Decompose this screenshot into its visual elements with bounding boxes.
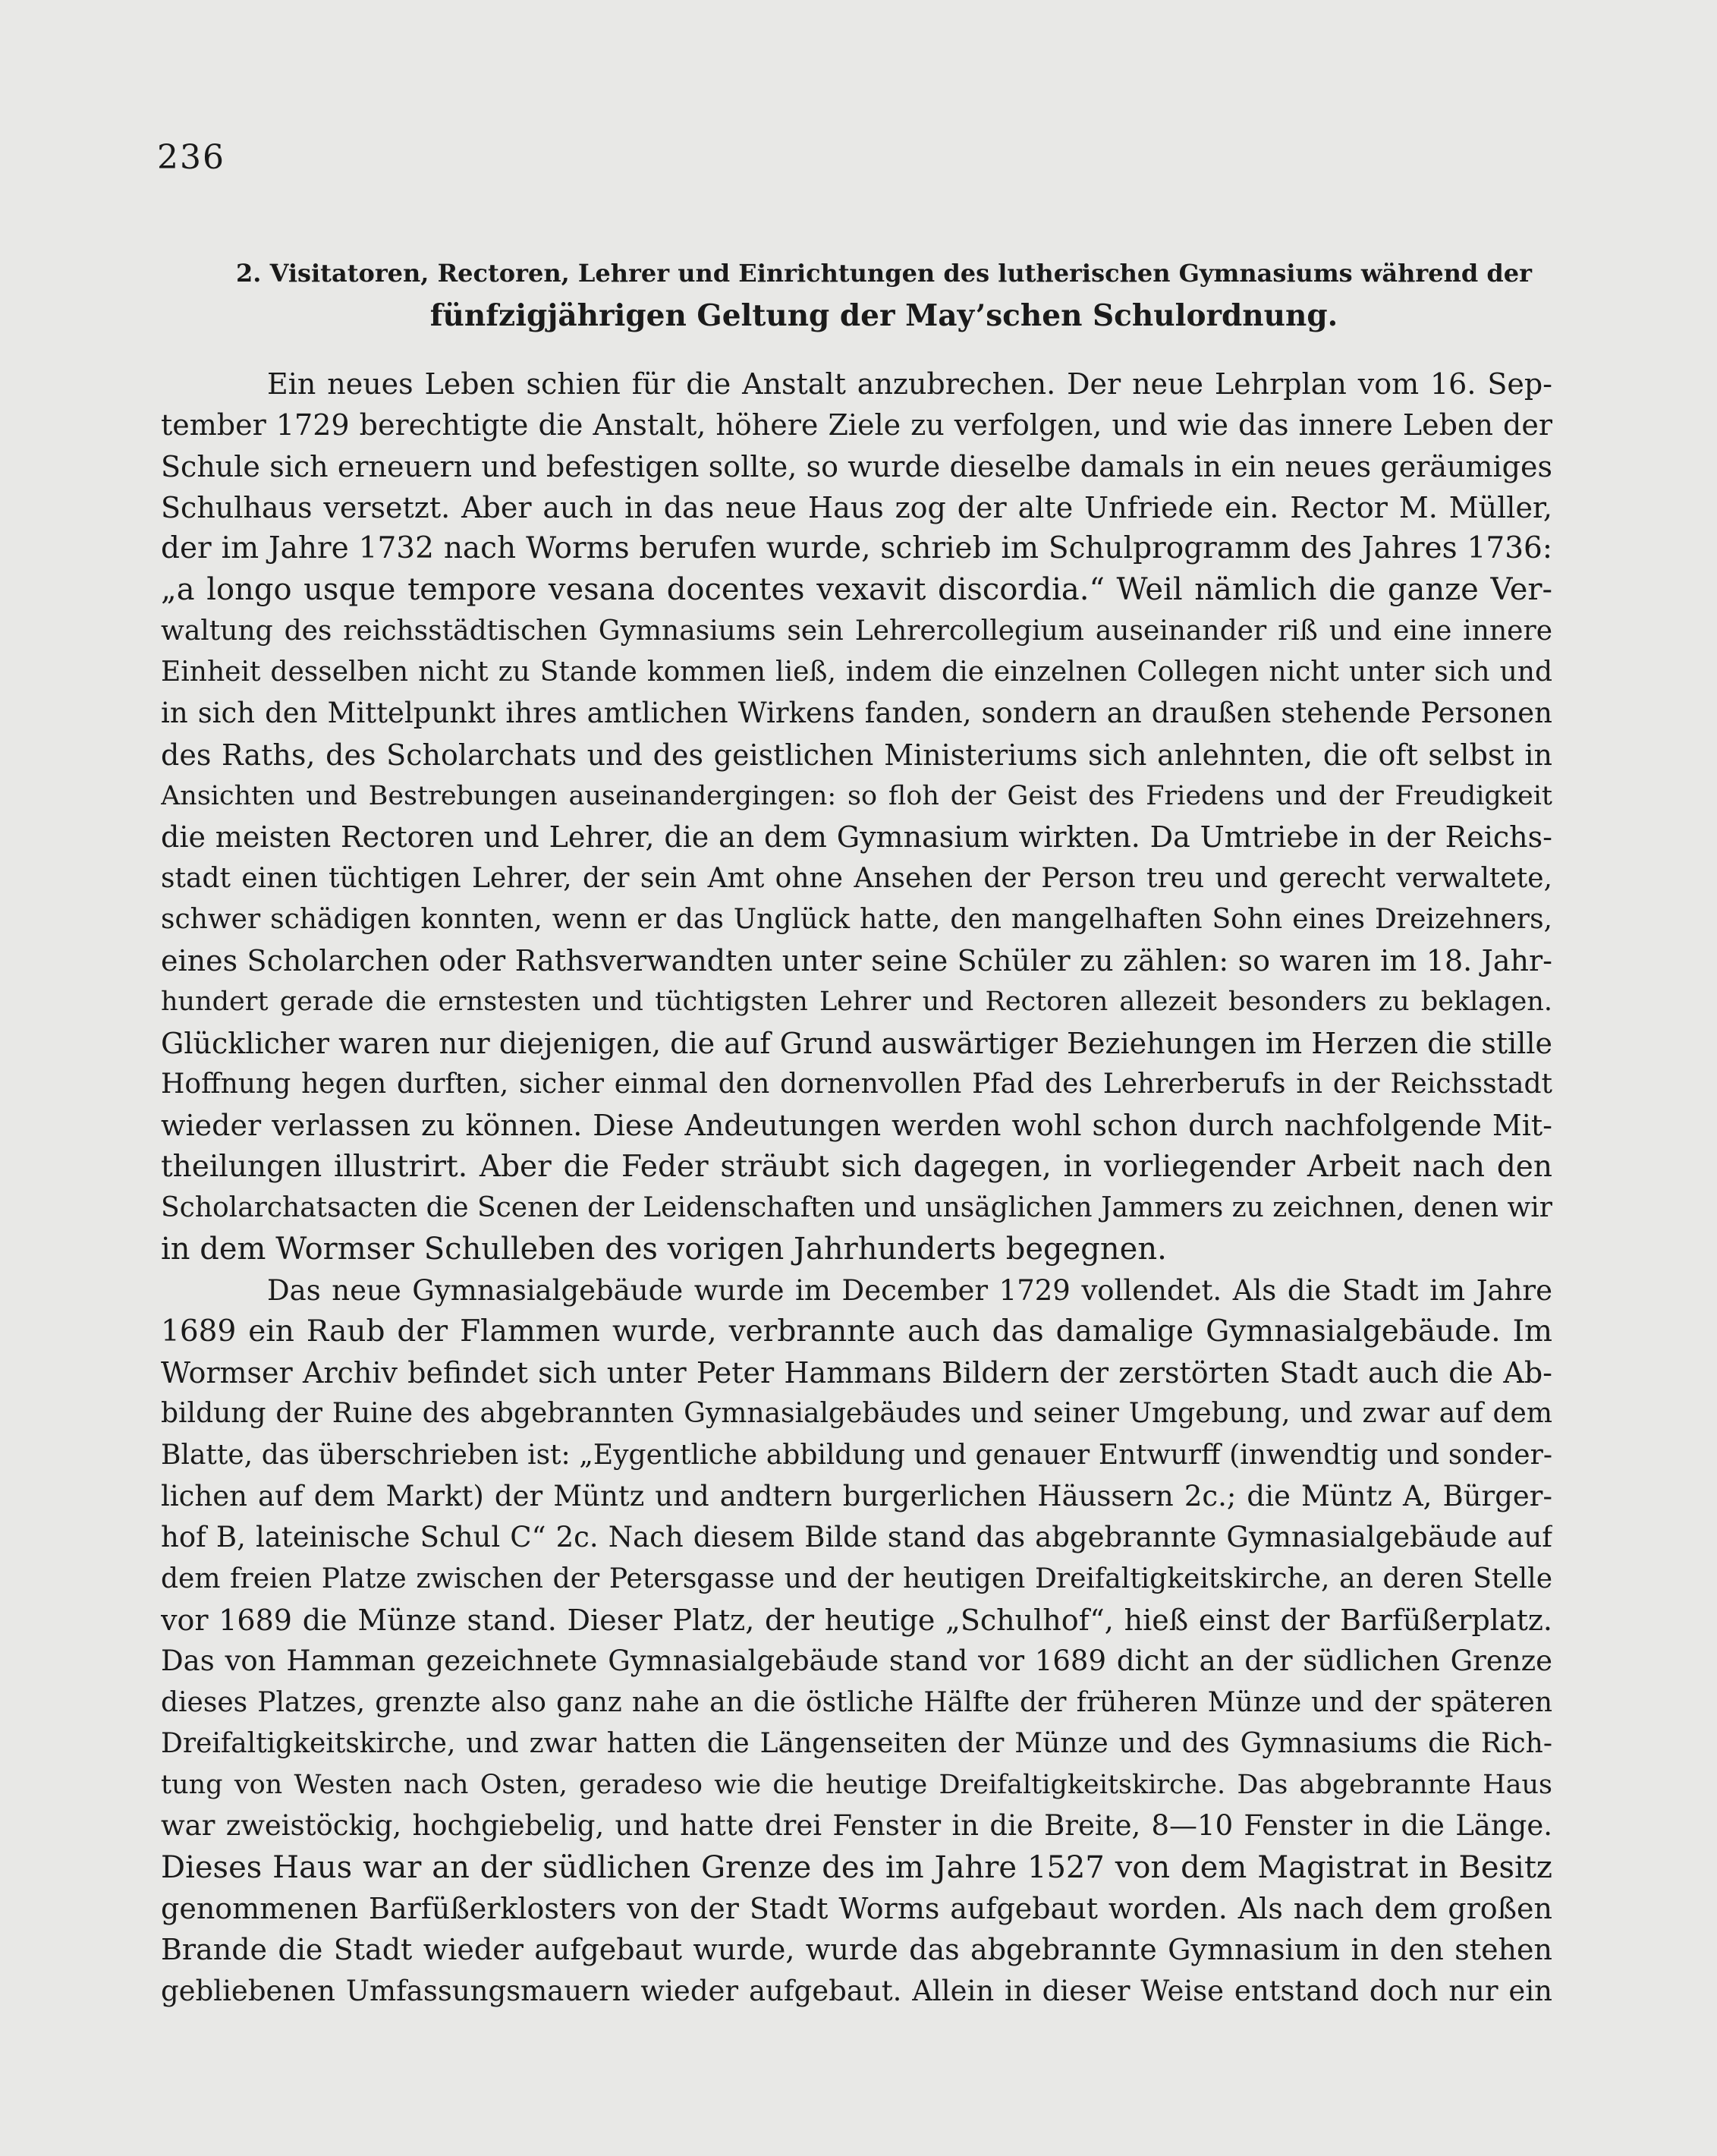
text-line: Dreifaltigkeitskirche, und zwar hatten die Längenseiten der Münze und des Gymnasiums die Rich- [161,1727,1552,1759]
text-line: Schule sich erneuern und befestigen sollte, so wurde dieselbe damals in ein neues geräumiges [161,449,1552,483]
text-line: Einheit desselben nicht zu Stande kommen ließ, indem die einzelnen Collegen nicht unter sich und [161,656,1552,688]
text-line: Ansichten und Bestrebungen auseinandergingen: so floh der Geist des Friedens und der Freudigkeit [161,780,1552,811]
text-line: Dieses Haus war an der südlichen Grenze des im Jahre 1527 von dem Magistrat in Besitz [161,1849,1552,1885]
text-line: Brande die Stadt wieder aufgebaut wurde, wurde das abgebrannte Gymnasium in den stehen [161,1933,1552,1967]
text-line: Ein neues Leben schien für die Anstalt anzubrechen. Der neue Lehrplan vom 16. Sep- [267,367,1552,401]
section-heading-line-2: fünfzigjährigen Geltung der May’schen Schulordnung. [429,298,1338,333]
text-line: hundert gerade die ernstesten und tüchtigsten Lehrer und Rectoren allezeit besonders zu beklagen. [161,987,1552,1018]
text-line: lichen auf dem Markt) der Müntz und andtern burgerlichen Häussern 2c.; die Müntz A, Bürger- [161,1480,1552,1513]
text-line: Scholarchatsacten die Scenen der Leidenschaften und unsäglichen Jammers zu zeichnen, denen wir [161,1191,1552,1223]
page-number: 236 [157,138,225,177]
text-line: genommenen Barfüßerklosters von der Stadt Worms aufgebaut worden. Als nach dem großen [161,1891,1552,1925]
text-line: gebliebenen Umfassungsmauern wieder aufgebaut. Allein in dieser Weise entstand doch nur ein [161,1974,1552,2007]
section-heading [216,252,1552,337]
text-line: Schulhaus versetzt. Aber auch in das neue Haus zog der alte Unfriede ein. Rector M. Müller, [161,490,1552,524]
paragraph-2 [161,1270,1552,2012]
text-line: die meisten Rectoren und Lehrer, die an dem Gymnasium wirkten. Da Umtriebe in der Reichs- [161,820,1552,855]
text-line: Das neue Gymnasialgebäude wurde im December 1729 vollendet. Als die Stadt im Jahre [267,1273,1552,1307]
text-line: „a longo usque tempore vesana docentes vexavit discordia.“ Weil nämlich die ganze Ver- [161,572,1552,608]
text-line: tung von Westen nach Osten, geradeso wie die heutige Dreifaltigkeitskirche. Das abgebrannte Haus [161,1770,1552,1801]
text-line: eines Scholarchen oder Rathsverwandten unter seine Schüler zu zählen: so waren im 18. Jahr- [161,944,1552,978]
text-line: vor 1689 die Münze stand. Dieser Platz, der heutige „Schulhof“, hieß einst der Barfüßerplatz. [161,1603,1552,1637]
text-line: dem freien Platze zwischen der Petersgasse und der heutigen Dreifaltigkeitskirche, an deren Stelle [161,1563,1552,1594]
text-line: hof B, lateinische Schul C“ 2c. Nach diesem Bilde stand das abgebrannte Gymnasialgebäude auf [161,1521,1552,1554]
section-heading-line-1: 2. Visitatoren, Rectoren, Lehrer und Einrichtungen des lutherischen Gymnasiums während der [236,259,1532,288]
text-line: des Raths, des Scholarchats und des geistlichen Ministeriums sich anlehnten, die oft selbst in [161,738,1552,772]
text-line: in sich den Mittelpunkt ihres amtlichen Wirkens fanden, sondern an draußen stehende Personen [161,697,1552,730]
text-line: der im Jahre 1732 nach Worms berufen wurde, schrieb im Schulprogramm des Jahres 1736: [161,531,1552,566]
text-line: bildung der Ruine des abgebrannten Gymnasialgebäudes und seiner Umgebung, und zwar auf dem [161,1398,1552,1430]
paragraph-1 [161,364,1552,1270]
text-line: Wormser Archiv befindet sich unter Peter Hammans Bildern der zerstörten Stadt auch die Ab- [161,1356,1552,1390]
text-line: war zweistöckig, hochgiebelig, und hatte drei Fenster in die Breite, 8—10 Fenster in die Länge. [161,1809,1552,1843]
text-line: Glücklicher waren nur diejenigen, die auf Grund auswärtiger Beziehungen im Herzen die stille [161,1026,1552,1060]
text-line: in dem Wormser Schulleben des vorigen Jahrhunderts begegnen. [161,1232,1167,1267]
text-line: waltung des reichsstädtischen Gymnasiums sein Lehrercollegium auseinander riß und eine innere [161,615,1552,647]
text-line: Blatte, das überschrieben ist: „Eygentliche abbildung und genauer Entwurff (inwendtig und sonder- [161,1439,1552,1471]
text-line: 1689 ein Raub der Flammen wurde, verbrannte auch das damalige Gymnasialgebäude. Im [161,1314,1552,1349]
text-line: tember 1729 berechtigte die Anstalt, höhere Ziele zu verfolgen, und wie das innere Leben der [161,408,1552,442]
text-line: stadt einen tüchtigen Lehrer, der sein Amt ohne Ansehen der Person treu und gerecht verwaltete, [161,862,1552,894]
text-line: schwer schädigen konnten, wenn er das Unglück hatte, den mangelhaften Sohn eines Dreizehners, [161,903,1552,935]
text-line: dieses Platzes, grenzte also ganz nahe an die östliche Hälfte der früheren Münze und der späteren [161,1686,1552,1718]
body-text [161,364,1552,2012]
text-line: Hoffnung hegen durften, sicher einmal den dornenvollen Pfad des Lehrerberufs in der Reichsstadt [161,1069,1552,1100]
text-line: theilungen illustrirt. Aber die Feder sträubt sich dagegen, in vorliegender Arbeit nach den [161,1149,1552,1184]
text-line: wieder verlassen zu können. Diese Andeutungen werden wohl schon durch nachfolgende Mit- [161,1109,1552,1143]
text-line: Das von Hamman gezeichnete Gymnasialgebäude stand vor 1689 dicht an der südlichen Grenze [161,1645,1552,1678]
